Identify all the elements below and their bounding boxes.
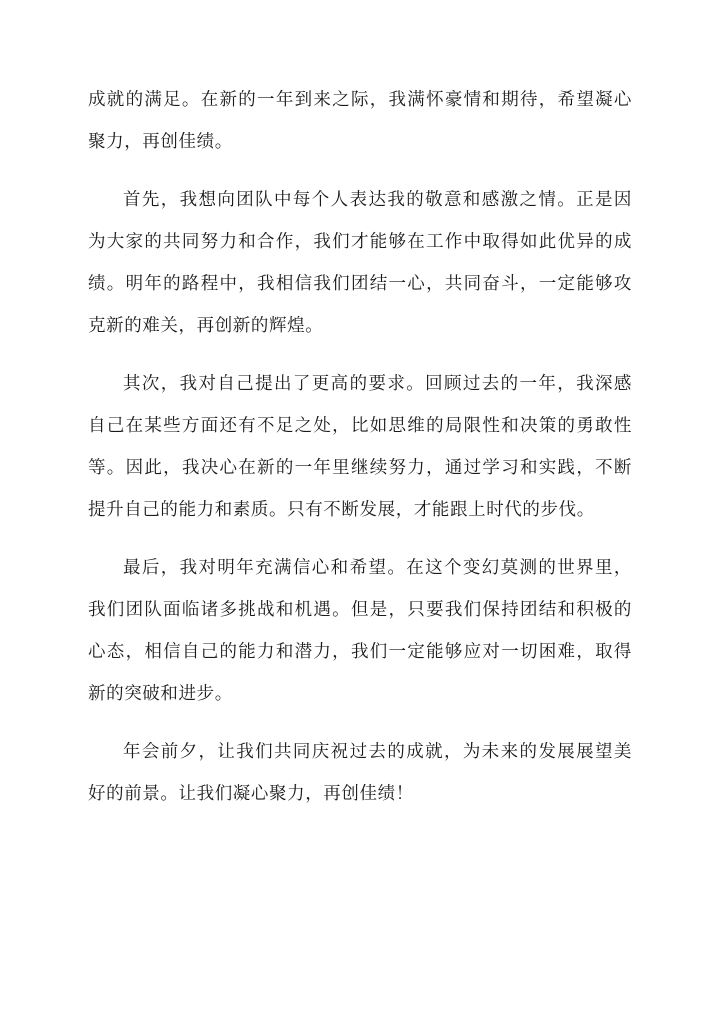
paragraph-5-line-2: 好的前景。让我们凝心聚力，再创佳绩！	[88, 784, 414, 804]
paragraph-4-line-1: 最后，我对明年充满信心和希望。在这个变幻莫测的世界里，	[123, 558, 632, 578]
paragraph-4-line-3: 心态，相信自己的能力和潜力，我们一定能够应对一切困难，取得	[88, 642, 632, 662]
paragraph-4-line-2: 我们团队面临诸多挑战和机遇。但是，只要我们保持团结和积极的	[88, 600, 632, 620]
paragraph-1-line-1: 成就的满足。在新的一年到来之际，我满怀豪情和期待，希望凝心	[88, 90, 632, 110]
paragraph-3-line-1: 其次，我对自己提出了更高的要求。回顾过去的一年，我深感	[123, 374, 632, 394]
paragraph-5-line-1: 年会前夕，让我们共同庆祝过去的成就，为未来的发展展望美	[123, 742, 632, 762]
paragraph-2-line-2: 为大家的共同努力和合作，我们才能够在工作中取得如此优异的成	[88, 232, 632, 252]
paragraph-4-line-4: 新的突破和进步。	[88, 684, 233, 704]
paragraph-1-line-2: 聚力，再创佳绩。	[88, 132, 233, 152]
paragraph-3-line-3: 等。因此，我决心在新的一年里继续努力，通过学习和实践，不断	[88, 458, 632, 478]
paragraph-3-line-2: 自己在某些方面还有不足之处，比如思维的局限性和决策的勇敢性	[88, 416, 632, 436]
paragraph-2-line-1: 首先，我想向团队中每个人表达我的敬意和感激之情。正是因	[123, 190, 632, 210]
paragraph-2-line-3: 绩。明年的路程中，我相信我们团结一心，共同奋斗，一定能够攻	[88, 274, 632, 294]
paragraph-2-line-4: 克新的难关，再创新的辉煌。	[88, 316, 324, 336]
paragraph-3-line-4: 提升自己的能力和素质。只有不断发展，才能跟上时代的步伐。	[88, 500, 595, 520]
